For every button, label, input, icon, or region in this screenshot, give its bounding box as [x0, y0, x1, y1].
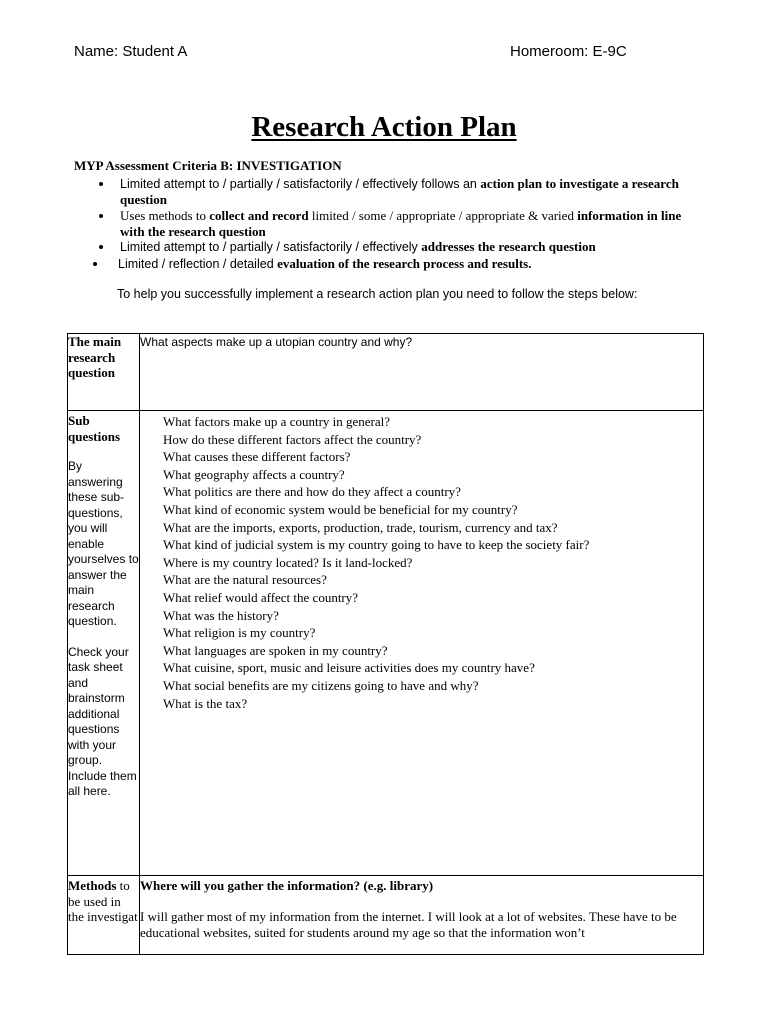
criteria-item: Limited attempt to / partially / satisfactorily / effectively addresses the research question: [120, 239, 596, 254]
methods-heading: Where will you gather the information? (e.g. library): [140, 878, 434, 893]
document-title: Research Action Plan: [251, 111, 517, 143]
list-item: What religion is my country?: [163, 625, 316, 641]
list-item: What is the tax?: [163, 695, 248, 711]
list-item: What kind of economic system would be beneficial for my country?: [163, 501, 518, 517]
list-item: What geography affects a country?: [163, 466, 345, 482]
list-item: What are the imports, exports, production, trade, tourism, currency and tax?: [163, 519, 558, 535]
criteria-item: Limited attempt to / partially / satisfactorily / effectively follows an action plan to investigate a research question: [120, 176, 679, 207]
table-row: [68, 876, 704, 955]
bullet-icon: [99, 182, 103, 186]
criteria-item: Uses methods to collect and record limited / some / appropriate / appropriate & varied information in line with the research question: [120, 208, 682, 239]
methods-label: Methods: [68, 878, 117, 893]
table-row: [68, 411, 704, 876]
bullet-icon: [93, 262, 97, 266]
intro-text: To help you successfully implement a research action plan you need to follow the steps below:: [117, 287, 638, 301]
list-item: What social benefits are my citizens going to have and why?: [163, 677, 479, 693]
methods-label-rest: to be used in the investigat: [68, 878, 138, 924]
methods-answer: I will gather most of my information from the internet. I will look at a lot of websites. These have to be educational websites, suited for students around my age so that the information won’t: [140, 909, 677, 940]
sub-questions-label-cell: [68, 411, 140, 876]
list-item: How do these different factors affect the country?: [163, 431, 422, 447]
list-item: Where is my country located? Is it land-locked?: [163, 554, 413, 570]
main-question-label-cell: [68, 334, 140, 411]
bullet-icon: [99, 245, 103, 249]
list-item: What cuisine, sport, music and leisure activities does my country have?: [163, 660, 535, 676]
sub-questions-cell: [140, 411, 704, 876]
sub-questions-note: By answering these sub-questions, you will enable yourselves to answer the main research question.: [68, 459, 139, 628]
sub-questions-instructions: Check your task sheet and brainstorm additional questions with your group. Include them all here.: [68, 644, 137, 798]
list-item: What causes these different factors?: [163, 449, 351, 465]
list-item: What politics are there and how do they affect a country?: [163, 484, 461, 500]
sub-questions-list: [140, 413, 703, 712]
bullet-icon: [99, 214, 103, 218]
methods-cell: [140, 876, 704, 955]
list-item: What are the natural resources?: [163, 572, 327, 588]
main-question-cell: [140, 334, 704, 411]
criteria-item: Limited / reflection / detailed evaluation of the research process and results.: [118, 256, 532, 271]
criteria-heading: MYP Assessment Criteria B: INVESTIGATION: [74, 158, 342, 173]
sub-questions-label: Sub questions: [68, 413, 121, 444]
main-question-label: The main research question: [68, 334, 122, 380]
student-name: Name: Student A: [74, 43, 188, 60]
table-row: [68, 334, 704, 411]
homeroom: Homeroom: E-9C: [510, 43, 627, 60]
list-item: What relief would affect the country?: [163, 589, 359, 605]
list-item: What factors make up a country in general?: [163, 414, 391, 429]
list-item: What kind of judicial system is my country going to have to keep the society fair?: [163, 537, 590, 553]
main-question: What aspects make up a utopian country and why?: [140, 335, 413, 349]
list-item: What was the history?: [163, 607, 279, 623]
research-plan-table: [67, 333, 704, 955]
list-item: What languages are spoken in my country?: [163, 642, 388, 658]
methods-label-cell: [68, 876, 140, 955]
